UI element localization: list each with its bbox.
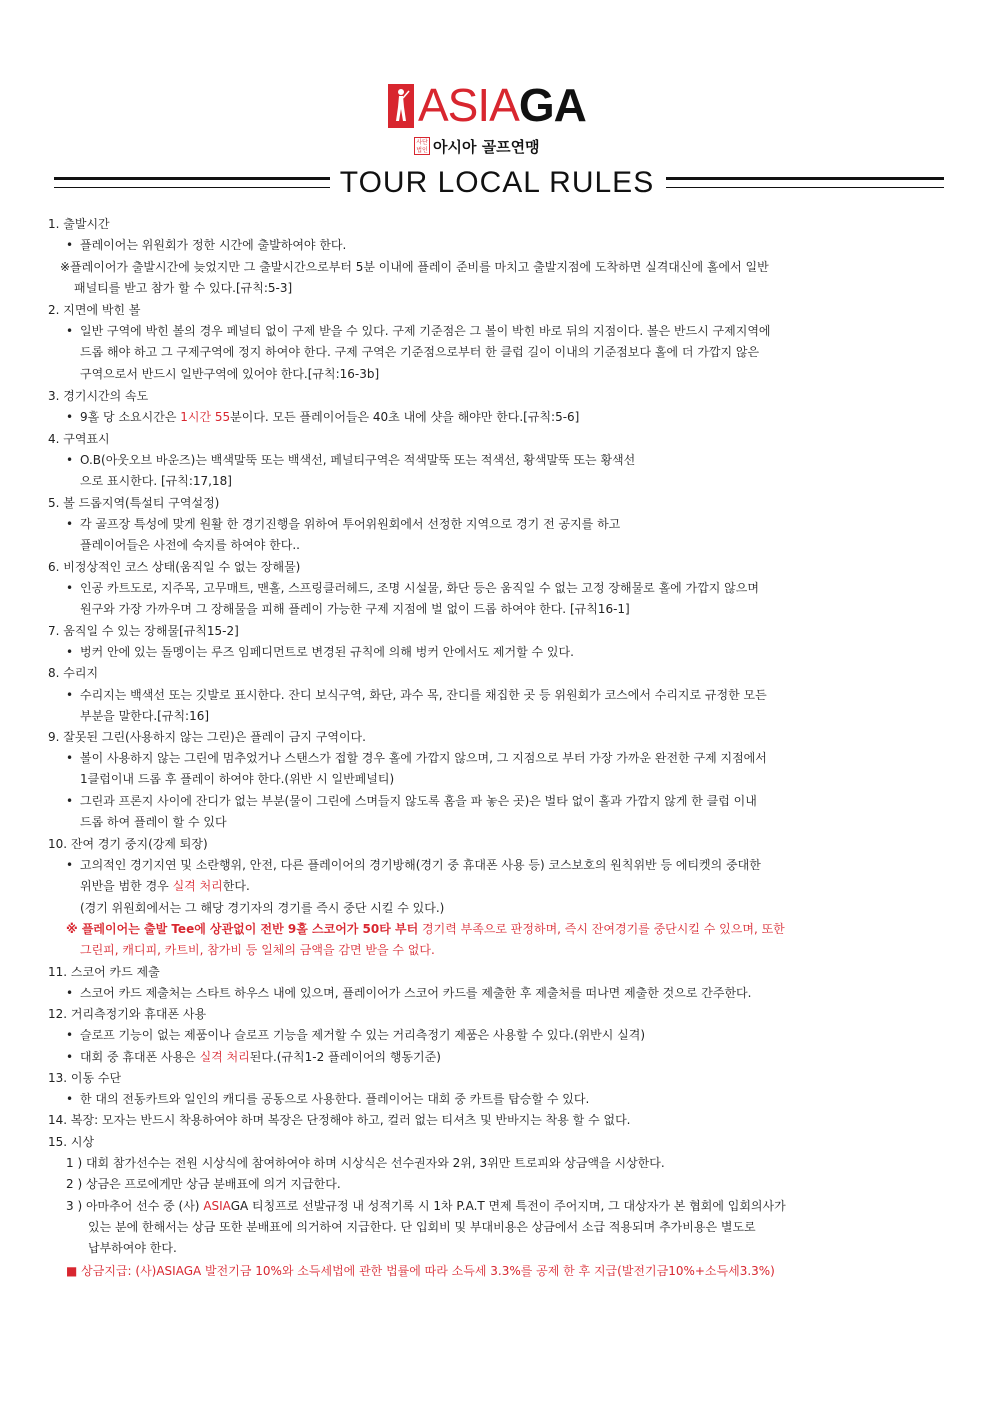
bullet-item: • 대회 중 휴대폰 사용은 실격 처리된다.(규칙1-2 플레이어의 행동기준) — [66, 1049, 441, 1065]
title-rule-right — [666, 177, 944, 188]
note-line: ※플레이어가 출발시간에 늦었지만 그 출발시간으로부터 5분 이내에 플레이 준비를 마치고 출발지점에 도착하면 실격대신에 홀에서 일반 — [60, 260, 769, 274]
continuation-line: 1클럽이내 드롭 후 플레이 하여야 한다.(위반 시 일반페널티) — [80, 772, 395, 786]
bullet-item: • 9홀 당 소요시간은 1시간 55분이다. 모든 플레이어들은 40초 내에 샷을 해야만 한다.[규칙:5-6] — [66, 409, 579, 425]
continuation-line: (경기 위원회에서는 그 해당 경기자의 경기를 즉시 중단 시킬 수 있다.) — [80, 901, 445, 915]
section-heading: 11. 스코어 카드 제출 — [48, 965, 160, 979]
title-rule-left — [54, 177, 330, 188]
asiaga-logo — [388, 79, 588, 131]
highlight-disqualify: 실격 처리 — [199, 1050, 250, 1064]
bullet-item: • 인공 카트도로, 지주목, 고무매트, 맨홀, 스프링클러헤드, 조명 시설물, 화단 등은 움직일 수 없는 고정 장해물로 홀에 가깝지 않으며 — [66, 580, 759, 596]
section-heading: 3. 경기시간의 속도 — [48, 389, 149, 403]
section-heading: 14. 복장: 모자는 반드시 착용하여야 하며 복장은 단정해야 하고, 컬러 없는 티셔츠 및 반바지는 착용 할 수 없다. — [48, 1113, 631, 1127]
bullet-item: • 슬로프 기능이 없는 제품이나 슬로프 기능을 제거할 수 있는 거리측정기 제품은 사용할 수 있다.(위반시 실격) — [66, 1027, 645, 1043]
prize-note: ■ 상금지급: (사)ASIAGA 발전기금 10%와 소득세법에 관한 법률에 따라 소득세 3.3%를 공제 한 후 지급(발전기금10%+소득세3.3%) — [66, 1264, 775, 1278]
section-heading: 7. 움직일 수 있는 장해물[규칙15-2] — [48, 624, 239, 638]
continuation-line: 원구와 가장 가까우며 그 장해물을 피해 플레이 가능한 구제 지점에 벌 없이 드롭 하여야 한다. [규칙16-1] — [80, 602, 630, 616]
continuation-line: 납부하여야 한다. — [88, 1241, 177, 1255]
bullet-item: • 그린과 프론지 사이에 잔디가 없는 부분(물이 그린에 스며들지 않도록 홈을 파 놓은 곳)은 벌타 없이 홀과 가깝지 않게 한 클럽 이내 — [66, 793, 757, 809]
bullet-item: • 수리지는 백색선 또는 깃발로 표시한다. 잔디 보식구역, 화단, 과수 목, 잔디를 채집한 곳 등 위원회가 코스에서 수리지로 규정한 모든 — [66, 687, 767, 703]
corporation-badge: 사단법인 — [414, 137, 430, 155]
section-heading: 9. 잘못된 그린(사용하지 않는 그린)은 플레이 금지 구역이다. — [48, 730, 366, 744]
section-heading: 10. 잔여 경기 중지(강제 퇴장) — [48, 837, 208, 851]
logo-wordmark — [418, 80, 586, 130]
highlight-asia: ASIA — [203, 1199, 231, 1213]
note-line: 패널티를 받고 참가 할 수 있다.[규칙:5-3] — [74, 281, 293, 295]
square-bullet-icon: ■ — [66, 1264, 78, 1278]
highlight-disqualify: 실격 처리 — [172, 879, 223, 893]
section-heading: 13. 이동 수단 — [48, 1071, 122, 1085]
org-name: 아시아 골프연맹 — [433, 138, 540, 156]
logo-asia: ASIA — [418, 79, 519, 131]
bullet-item: • 일반 구역에 박힌 볼의 경우 페널티 없이 구제 받을 수 있다. 구제 기준점은 그 볼이 박힌 바로 뒤의 지점이다. 볼은 반드시 구제지역에 — [66, 323, 771, 339]
page-title: TOUR LOCAL RULES — [339, 166, 655, 199]
bullet-item: • 한 대의 전동카트와 일인의 캐디를 공동으로 사용한다. 플레이어는 대회 중 카트를 탑승할 수 있다. — [66, 1091, 589, 1107]
continuation-line: 플레이어들은 사전에 숙지를 하여야 한다.. — [80, 538, 300, 552]
bullet-item: • 벙커 안에 있는 돌멩이는 루즈 임페디먼트로 변경된 규칙에 의해 벙커 안에서도 제거할 수 있다. — [66, 644, 574, 660]
golfer-icon — [388, 84, 414, 128]
numbered-item: 3 ) 아마추어 선수 중 (사) ASIAGA 티칭프로 선발규정 내 성적기록 시 1차 P.A.T 면제 특전이 주어지며, 그 대상자가 본 협회에 입회의사가 — [66, 1199, 786, 1213]
numbered-item: 2 ) 상금은 프로에게만 상금 분배표에 의거 지급한다. — [66, 1177, 341, 1191]
warning-line: ※ 플레이어는 출발 Tee에 상관없이 전반 9홀 스코어가 50타 부터 경기력 부족으로 판정하며, 즉시 잔여경기를 중단시킬 수 있으며, 또한 — [66, 922, 785, 936]
highlight-time: 1시간 55 — [180, 410, 231, 424]
bullet-item: • 고의적인 경기지연 및 소란행위, 안전, 다른 플레이어의 경기방해(경기 중 휴대폰 사용 등) 코스보호의 원칙위반 등 에티켓의 중대한 — [66, 857, 761, 873]
section-heading: 1. 출발시간 — [48, 217, 110, 231]
continuation-line: 드롭 해야 하고 그 구제구역에 정지 하여야 한다. 구제 구역은 기준점으로부터 한 클럽 길이 이내의 기준점보다 홀에 더 가깝지 않은 — [80, 345, 760, 359]
bullet-item: • 플레이어는 위원회가 정한 시간에 출발하여야 한다. — [66, 237, 346, 253]
continuation-line: 있는 분에 한해서는 상금 또한 분배표에 의거하여 지급한다. 단 입회비 및 부대비용은 상금에서 소급 적용되며 추가비용은 별도로 — [88, 1220, 756, 1234]
warning-line: 그린피, 캐디피, 카트비, 참가비 등 일체의 금액을 감면 받을 수 없다. — [80, 943, 435, 957]
continuation-line: 부분을 말한다.[규칙:16] — [80, 709, 210, 723]
section-heading: 12. 거리측정기와 휴대폰 사용 — [48, 1007, 207, 1021]
bullet-item: • 스코어 카드 제출처는 스타트 하우스 내에 있으며, 플레이어가 스코어 카드를 제출한 후 제출처를 떠나면 제출한 것으로 간주한다. — [66, 985, 751, 1001]
continuation-line: 위반을 범한 경우 실격 처리한다. — [80, 879, 250, 893]
section-heading: 6. 비정상적인 코스 상태(움직일 수 없는 장해물) — [48, 560, 301, 574]
section-heading: 5. 볼 드롭지역(특설티 구역설정) — [48, 496, 220, 510]
numbered-item: 1 ) 대회 참가선수는 전원 시상식에 참여하여야 하며 시상식은 선수권자와 2위, 3위만 트로피와 상금액을 시상한다. — [66, 1156, 665, 1170]
bullet-item: • O.B(아웃오브 바운즈)는 백색말뚝 또는 백색선, 페널티구역은 적색말뚝 또는 적색선, 황색말뚝 또는 황색선 — [66, 452, 635, 468]
section-heading: 8. 수리지 — [48, 666, 99, 680]
continuation-line: 으로 표시한다. [규칙:17,18] — [80, 474, 232, 488]
section-heading: 2. 지면에 박힌 볼 — [48, 303, 141, 317]
section-heading: 4. 구역표시 — [48, 432, 110, 446]
bullet-item: • 볼이 사용하지 않는 그린에 멈추었거나 스탠스가 접할 경우 홀에 가깝지 않으며, 그 지점으로 부터 가장 가까운 완전한 구제 지점에서 — [66, 750, 767, 766]
bullet-item: • 각 골프장 특성에 맞게 원활 한 경기진행을 위하여 투어위원회에서 선정한 지역으로 경기 전 공지를 하고 — [66, 516, 620, 532]
logo-ga: GA — [518, 79, 586, 131]
continuation-line: 드롭 하여 플레이 할 수 있다 — [80, 815, 227, 829]
continuation-line: 구역으로서 반드시 일반구역에 있어야 한다.[규칙:16-3b] — [80, 367, 380, 381]
section-heading: 15. 시상 — [48, 1135, 95, 1149]
